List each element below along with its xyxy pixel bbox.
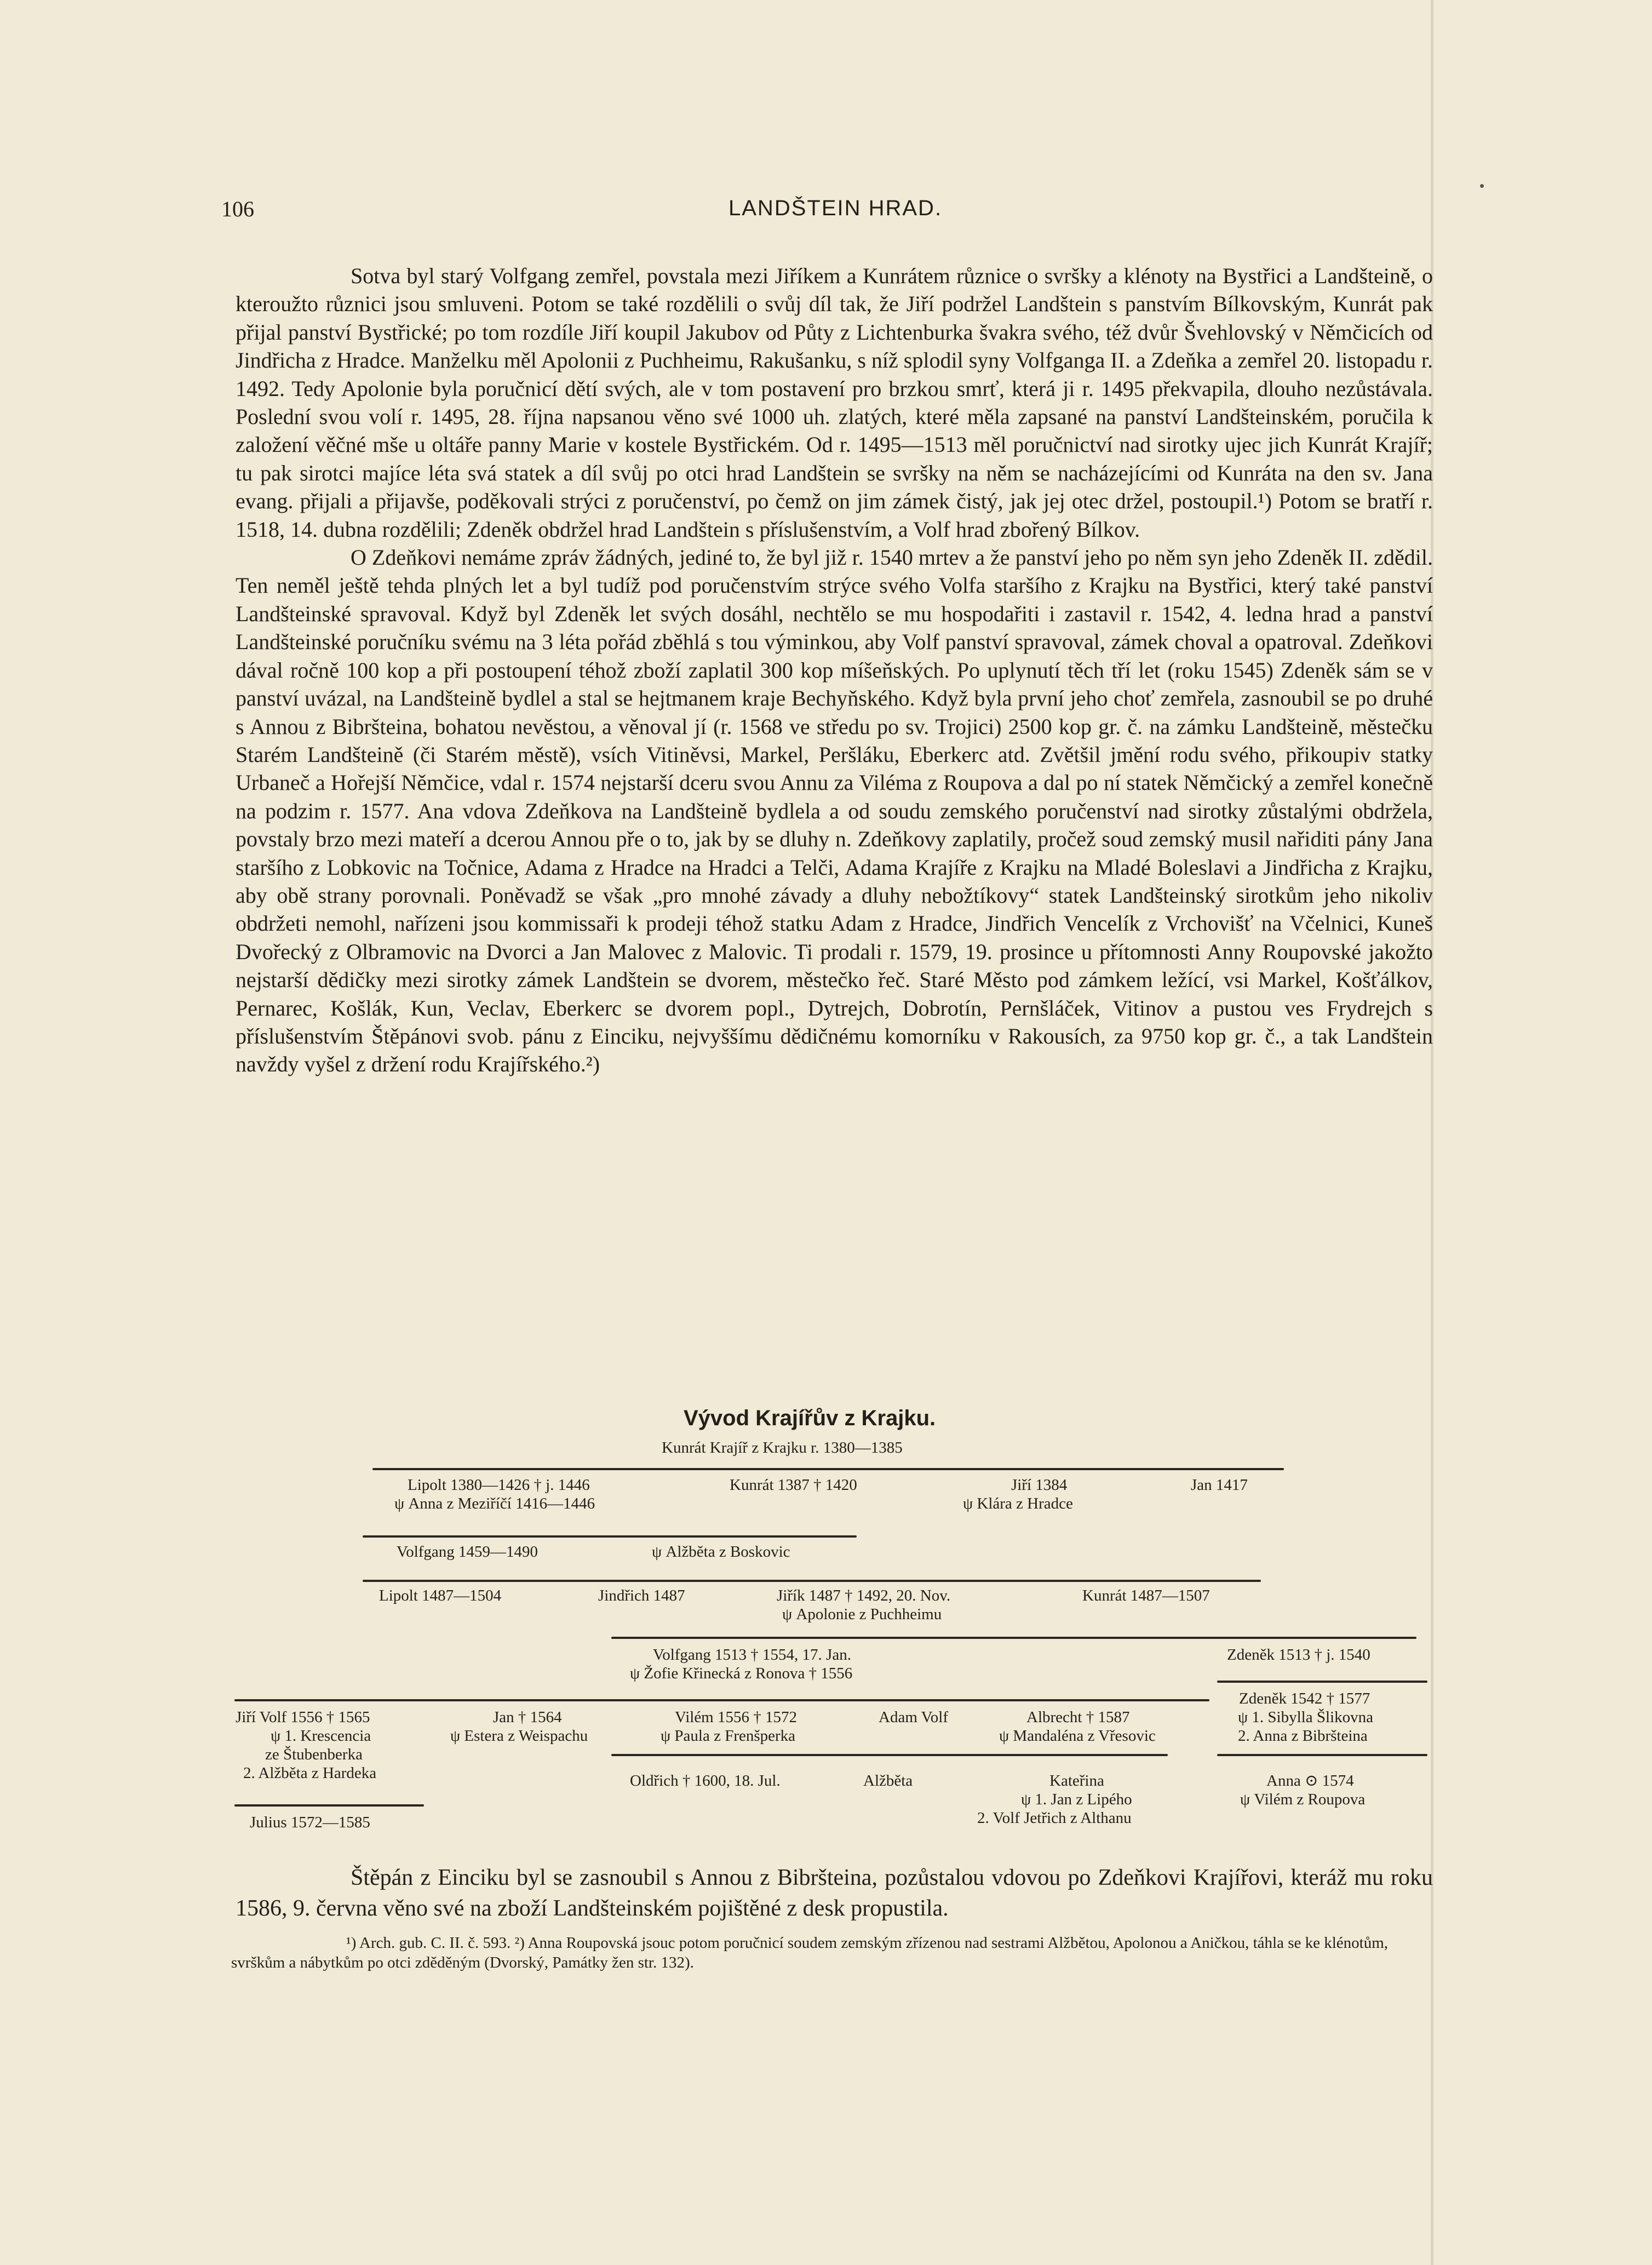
gen4-volfgang: Volfgang 1513 † 1554, 17. Jan.	[653, 1646, 851, 1664]
genealogy-title: Vývod Krajířův z Krajku.	[684, 1406, 936, 1430]
gen1-lipolt: Lipolt 1380—1426 † j. 1446	[408, 1476, 590, 1494]
running-head: LANDŠTEIN HRAD.	[729, 196, 943, 220]
ink-speck	[1480, 184, 1484, 188]
bracket-line	[372, 1468, 1284, 1470]
gen1-jiri: Jiří 1384	[1011, 1476, 1068, 1494]
bracket-line	[363, 1580, 1261, 1582]
gen5-vilem: Vilém 1556 † 1572	[675, 1708, 797, 1726]
gen1-kunrat: Kunrát 1387 † 1420	[730, 1476, 857, 1494]
gen5-zdenek-wife2: 2. Anna z Bibršteina	[1238, 1727, 1368, 1745]
gen1-jiri-wife: ψ Klára z Hradce	[963, 1495, 1073, 1512]
bracket-line	[1217, 1681, 1427, 1683]
gen5-jiri-volf-wife2: 2. Alžběta z Hardeka	[243, 1764, 377, 1782]
gen6-anna-husband: ψ Vilém z Roupova	[1240, 1791, 1366, 1808]
gen2-volfgang-wife: ψ Alžběta z Boskovic	[652, 1543, 790, 1561]
bracket-line	[611, 1637, 1416, 1639]
gen5-jiri-volf: Jiří Volf 1556 † 1565	[236, 1708, 370, 1726]
bracket-line	[611, 1754, 1168, 1756]
gen2-volfgang: Volfgang 1459—1490	[397, 1543, 538, 1561]
bracket-line	[234, 1804, 424, 1807]
gen5-albrecht-wife: ψ Mandaléna z Vřesovic	[999, 1727, 1156, 1745]
gen3-jirik-wife: ψ Apolonie z Puchheimu	[782, 1605, 942, 1623]
gen5-adam: Adam Volf	[879, 1708, 949, 1726]
closing-text: Štěpán z Einciku byl se zasnoubil s Annou z Bibršteina, pozůstalou vdovou po Zdeňkovi Krajířovi, kteráž mu roku 1586, 9. června věno své na zboží Landšteinském pojištěné z desk propustila.	[236, 1865, 1433, 1921]
gen5-vilem-wife: ψ Paula z Frenšperka	[661, 1727, 796, 1745]
footnotes	[231, 1933, 1431, 1972]
gen6-anna: Anna ⊙ 1574	[1266, 1772, 1354, 1790]
gen6-oldrich: Oldřich † 1600, 18. Jul.	[630, 1772, 781, 1790]
footnote-text: ¹) Arch. gub. C. II. č. 593. ²) Anna Roupovská jsouc potom poručnicí soudem zemským zřízenou nad sestrami Alžbětou, Apolonou a Aničkou, táhla se ke klénotům, svrškům a nábytkům po otci zděděným (Dvorský, Památky žen str. 132).	[231, 1934, 1389, 1971]
gen5-jiri-volf-wife1: ψ 1. Krescencia	[271, 1727, 371, 1745]
gen5-albrecht: Albrecht † 1587	[1026, 1708, 1130, 1726]
gen1-jan: Jan 1417	[1191, 1476, 1248, 1494]
bracket-line	[363, 1535, 857, 1538]
gen5-jiri-volf-wife1-origin: ze Štubenberka	[265, 1746, 363, 1763]
gen3-lipolt: Lipolt 1487—1504	[379, 1587, 502, 1604]
gen6-katerina: Kateřina	[1049, 1772, 1104, 1790]
gen6-alzbeta: Alžběta	[863, 1772, 913, 1790]
gen3-kunrat: Kunrát 1487—1507	[1082, 1587, 1210, 1604]
genealogy-root: Kunrát Krajíř z Krajku r. 1380—1385	[662, 1439, 903, 1457]
gen5-jan: Jan † 1564	[493, 1708, 562, 1726]
bracket-line	[1217, 1754, 1427, 1756]
gen6-julius: Julius 1572—1585	[250, 1814, 370, 1831]
gen5-jan-wife: ψ Estera z Weispachu	[450, 1727, 588, 1745]
page-number: 106	[221, 197, 254, 221]
gen1-lipolt-wife: ψ Anna z Meziříčí 1416—1446	[394, 1495, 595, 1512]
gen4-zdenek: Zdeněk 1513 † j. 1540	[1227, 1646, 1370, 1664]
paragraph-2: O Zdeňkovi nemáme zpráv žádných, jediné to, že byl již r. 1540 mrtev a že panství jeho po něm syn jeho Zdeněk II. zdědil. Ten neměl ještě tehda plných let a byl tudíž pod poručenstvím strýce svého Volfa staršího z Krajku na Bystřici, který také panství Landšteinské spravoval. Když byl Zdeněk let svých dosáhl, nechtělo se mu hospodařiti i zastavil r. 1542, 4. ledna hrad a panství Landšteinské poručníku svému na 3 léta pořád zběhlá s tou výminkou, aby Volf panství spravoval, zámek choval a opatroval. Zdeňkovi dával ročně 100 kop a při postoupení téhož zboží zaplatil 300 kop míšeňských. Po uplynutí těch tří let (roku 1545) Zdeněk sám se v panství uvázal, na Landšteině bydlel a stal se hejtmanem kraje Bechyňského. Když byla první jeho choť zemřela, zasnoubil se po druhé s Annou z Bibršteina, bohatou nevěstou, a věnoval jí (r. 1568 ve středu po sv. Trojici) 2500 kop gr. č. na zámku Landšteině, městečku Starém Landšteině (či Starém městě), vsích Vitiněvsi, Markel, Peršláku, Eberkerc atd. Zvětšil jmění rodu svého, přikoupiv statky Urbaneč a Hořejší Němčice, vdal r. 1574 nejstarší dceru svou Annu za Viléma z Roupova a dal po ní statek Němčický a zemřel konečně na podzim r. 1577. Ana vdova Zdeňkova na Landšteině bydlela a od soudu zemského poručenství nad sirotky zůstalými obdržela, povstaly brzo mezi mateří a dcerou Annou pře o to, jak by se dluhy n. Zdeňkovy zaplatily, pročež soud zemský musil nařiditi pány Jana staršího z Lobkovic na Točnice, Adama z Hradce na Hradci a Telči, Adama Krajíře z Krajku na Mladé Boleslavi a Jindřicha z Krajku, aby obě strany porovnali. Poněvadž se však „pro mnohé závady a dluhy nebožtíkovy“ statek Landšteinský sirotkům jeho nikoliv obdržeti nemohl, nařízeni jsou kommissaři k prodeji téhož statku Adam z Hradce, Jindřich Vencelík z Vrchovišť na Včelnici, Kuneš Dvořecký z Olbramovic na Dvorci a Jan Malovec z Malovic. Ti prodali r. 1579, 19. prosince u přítomnosti Anny Roupovské jakožto nejstarší dědičky mezi sirotky zámek Landštein se dvorem, městečko řeč. Staré Město pod zámkem ležící, vsi Markel, Košťálkov, Pernarec, Košlák, Kun, Veclav, Eberkerc se dvorem popl., Dytrejch, Dobrotín, Pernšláček, Vitinov a pustou ves Frydrejch s příslušenstvím Štěpánovi svob. pánu z Einciku, nejvyššímu dědičnému komorníku v Rakousích, za 9750 kop gr. č., a tak Landštein navždy vyšel z držení rodu Krajířského.²)	[236, 545, 1433, 1077]
paragraph-1: Sotva byl starý Volfgang zemřel, povstala mezi Jiříkem a Kunrátem různice o svršky a klénoty na Bystřici a Landšteině, o kteroužto různici jsou smluveni. Potom se také rozdělili o svůj díl tak, že Jiří podržel Landštein s panstvím Bílkovským, Kunrát pak přijal panství Bystřické; po tom rozdíle Jiří koupil Jakubov od Půty z Lichtenburka švakra svého, též dvůr Švehlovský v Němčicích od Jindřicha z Hradce. Manželku měl Apolonii z Puchheimu, Rakušanku, s níž splodil syny Volfganga II. a Zdeňka a zemřel 20. listopadu r. 1492. Tedy Apolonie byla poručnicí dětí svých, ale v tom postavení pro brzkou smrť, která ji r. 1495 překvapila, dlouho nezůstávala. Poslední svou volí r. 1495, 28. října napsanou věno své 1000 uh. zlatých, které měla zapsané na panství Landšteinském, poručila k založení věčné mše u oltáře panny Marie v kostele Bystřickém. Od r. 1495—1513 měl poručnictví nad sirotky ujec jich Kunrát Krajíř; tu pak sirotci majíce léta svá statek a díl svůj po otci hrad Landštein se svršky na něm se nacházejícími od Kunráta na den sv. Jana evang. přijali a přijavše, poděkovali strýci z poručenství, po čemž on jim zámek čistý, jak jej otec držel, postoupil.¹) Potom se bratří r. 1518, 14. dubna rozdělili; Zdeněk obdržel hrad Landštein s příslušenstvím, a Volf hrad zbořený Bílkov.	[236, 263, 1433, 542]
gen3-jindrich: Jindřich 1487	[598, 1587, 685, 1604]
gen6-katerina-husband1: ψ 1. Jan z Lipého	[1021, 1791, 1132, 1808]
body-text	[236, 262, 1433, 1079]
closing-paragraph	[236, 1862, 1433, 1924]
gen5-zdenek-wife1: ψ 1. Sibylla Šlikovna	[1238, 1708, 1373, 1726]
gen4-volfgang-wife: ψ Žofie Křinecká z Ronova † 1556	[630, 1665, 853, 1682]
bracket-line	[234, 1699, 1209, 1701]
gen6-katerina-husband2: 2. Volf Jetřich z Althanu	[977, 1809, 1132, 1827]
gen3-jirik: Jiřík 1487 † 1492, 20. Nov.	[777, 1587, 951, 1604]
gen5-zdenek: Zdeněk 1542 † 1577	[1239, 1690, 1370, 1707]
